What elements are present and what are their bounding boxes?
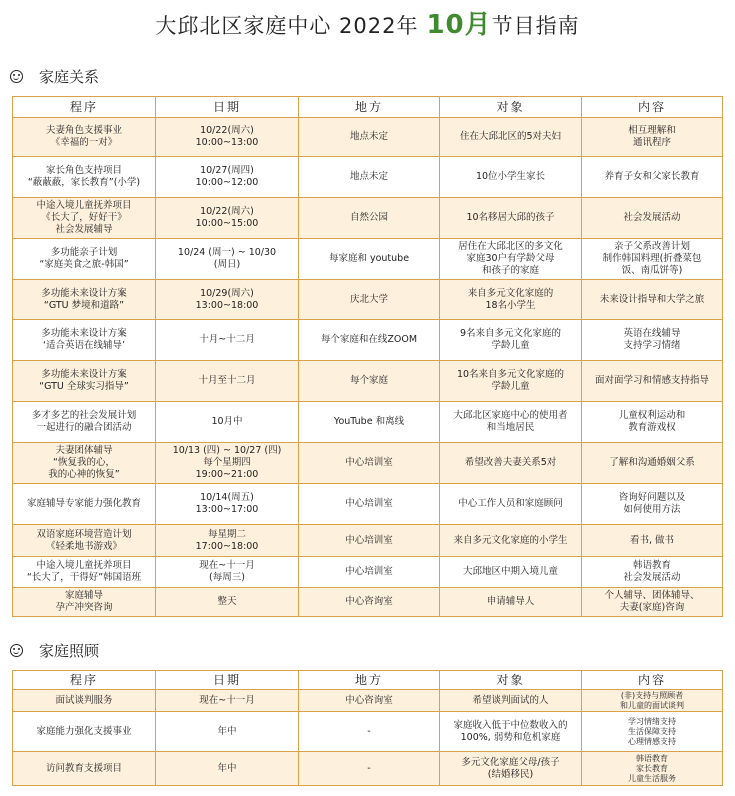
cell-program: 夫妻团体辅导 “恢复我的心， 我的心神的恢复” (13, 443, 156, 484)
table-row (13, 525, 723, 557)
cell-place: 庆北大学 (299, 280, 440, 320)
cell-date: 整天 (156, 588, 299, 617)
cell-program: 多功能亲子计划 “家庭美食之旅-韩国” (13, 239, 156, 280)
cell-program: 多功能未来设计方案 ‘适合英语在线辅导’ (13, 320, 156, 361)
cell-date: 现在~十一月 (每周三) (156, 557, 299, 588)
table-row (13, 239, 723, 280)
cell-date: 10/22(周六) 10:00~15:00 (156, 198, 299, 239)
cell-target: 大邱地区中期入境儿童 (440, 557, 582, 588)
cell-place: - (299, 712, 440, 752)
cell-date: 10/27(周四) 10:00~12:00 (156, 157, 299, 198)
cell-place: YouTube 和离线 (299, 402, 440, 443)
cell-content: 英语在线辅导 支持学习情绪 (582, 320, 723, 361)
cell-date: 10/22(周六) 10:00~13:00 (156, 118, 299, 157)
table-row (13, 402, 723, 443)
cell-program: 中途入境儿童抚养项目 《长大了，好好干》 社会发展辅导 (13, 198, 156, 239)
cell-date: 10/29(周六) 13:00~18:00 (156, 280, 299, 320)
cell-target: 家庭收入低于中位数收入的 100%, 弱势和危机家庭 (440, 712, 582, 752)
title-month: 10月 (426, 10, 492, 40)
section-title: 家庭照顾 (39, 642, 100, 660)
cell-content: 看书, 做书 (582, 525, 723, 557)
cell-place: 中心咨询室 (299, 588, 440, 617)
cell-content: 个人辅导、团体辅导、 夫妻(家庭)咨询 (582, 588, 723, 617)
table-row (13, 198, 723, 239)
cell-content: 社会发展活动 (582, 198, 723, 239)
column-header-place: 地方 (299, 97, 440, 118)
cell-program: 家庭辅导专家能力强化教育 (13, 484, 156, 525)
table-row (13, 157, 723, 198)
cell-program: 多功能未来设计方案 “GTU 梦境和道路” (13, 280, 156, 320)
table-row (13, 712, 723, 752)
cell-content: 面对面学习和情感支持指导 (582, 361, 723, 402)
column-header-content: 内容 (582, 97, 723, 118)
cell-place: 中心培训室 (299, 525, 440, 557)
cell-place: 中心培训室 (299, 443, 440, 484)
table-row (13, 320, 723, 361)
cell-content: 学习情绪支持 生活保障支持 心理情感支持 (582, 712, 723, 752)
cell-place: 每个家庭和在线ZOOM (299, 320, 440, 361)
title-prefix: 大邱北区家庭中心 2022年 (155, 14, 419, 38)
cell-date: 每星期二 17:00~18:00 (156, 525, 299, 557)
cell-place: 每家庭和 youtube (299, 239, 440, 280)
cell-program: 中途入境儿童抚养项目 “长大了，干得好”韩国语班 (13, 557, 156, 588)
cell-date: 年中 (156, 752, 299, 786)
cell-content: 亲子父系改善计划 制作韩国料理(折叠菜包 饭、南瓜饼等) (582, 239, 723, 280)
cell-place: 地点未定 (299, 157, 440, 198)
cell-target: 希望谈判面试的人 (440, 690, 582, 712)
column-header-content: 内容 (582, 671, 723, 690)
cell-content: 未来设计指导和大学之旅 (582, 280, 723, 320)
title-suffix: 节目指南 (491, 14, 580, 38)
cell-target: 10名来自多元文化家庭的 学龄儿童 (440, 361, 582, 402)
section-heading-family-relations (10, 66, 99, 87)
cell-target: 住在大邱北区的5对夫妇 (440, 118, 582, 157)
table-row (13, 588, 723, 617)
cell-date: 10/14(周五) 13:00~17:00 (156, 484, 299, 525)
cell-target: 来自多元文化家庭的 18名小学生 (440, 280, 582, 320)
cell-target: 申请辅导人 (440, 588, 582, 617)
cell-date: 10/13 (四) ~ 10/27 (四) 每个星期四 19:00~21:00 (156, 443, 299, 484)
cell-content: 了解和沟通婚姻父系 (582, 443, 723, 484)
family-care-table (12, 670, 723, 786)
table-row (13, 280, 723, 320)
cell-place: - (299, 752, 440, 786)
cell-target: 居住在大邱北区的多文化 家庭30户有学龄父母 和孩子的家庭 (440, 239, 582, 280)
cell-program: 访问教育支援项目 (13, 752, 156, 786)
cell-content: 韩语教育 家长教育 儿童生活服务 (582, 752, 723, 786)
column-header-target: 对象 (440, 671, 582, 690)
table-row (13, 118, 723, 157)
table-row (13, 557, 723, 588)
cell-program: 多才多艺的社会发展计划 一起进行的融合团活动 (13, 402, 156, 443)
table-row (13, 484, 723, 525)
section-title: 家庭关系 (39, 68, 100, 86)
cell-date: 10/24 (周一) ~ 10/30 (周日) (156, 239, 299, 280)
table-row (13, 752, 723, 786)
cell-place: 中心培训室 (299, 557, 440, 588)
cell-target: 中心工作人员和家庭顾问 (440, 484, 582, 525)
column-header-date: 日期 (156, 97, 299, 118)
cell-content: 相互理解和 通讯程序 (582, 118, 723, 157)
cell-place: 中心培训室 (299, 484, 440, 525)
cell-program: 家庭辅导 孕产冲突咨询 (13, 588, 156, 617)
cell-target: 希望改善夫妻关系5对 (440, 443, 582, 484)
table-row (13, 690, 723, 712)
cell-program: 多功能未来设计方案 “GTU 全球实习指导” (13, 361, 156, 402)
cell-date: 十月~十二月 (156, 320, 299, 361)
cell-target: 多元文化家庭父母/孩子 (结婚移民) (440, 752, 582, 786)
cell-content: 韩语教育 社会发展活动 (582, 557, 723, 588)
smiley-icon (10, 644, 23, 657)
cell-place: 每个家庭 (299, 361, 440, 402)
cell-date: 年中 (156, 712, 299, 752)
table-row (13, 361, 723, 402)
cell-content: 儿童权利运动和 教育游戏权 (582, 402, 723, 443)
column-header-program: 程序 (13, 671, 156, 690)
cell-program: 双语家庭环境营造计划 《轻柔地书游戏》 (13, 525, 156, 557)
smiley-icon (10, 70, 23, 83)
cell-place: 地点未定 (299, 118, 440, 157)
cell-target: 10位小学生家长 (440, 157, 582, 198)
cell-program: 家长角色支持项目 “蔽蔽蔽，家长教育”(小学) (13, 157, 156, 198)
cell-target: 来自多元文化家庭的小学生 (440, 525, 582, 557)
column-header-place: 地方 (299, 671, 440, 690)
column-header-target: 对象 (440, 97, 582, 118)
cell-program: 面试谈判服务 (13, 690, 156, 712)
cell-program: 夫妻角色支援事业 《幸福的一对》 (13, 118, 156, 157)
cell-target: 9名来自多元文化家庭的 学龄儿童 (440, 320, 582, 361)
cell-date: 现在~十一月 (156, 690, 299, 712)
cell-program: 家庭能力强化支援事业 (13, 712, 156, 752)
page-title (0, 4, 735, 41)
cell-target: 10名移居大邱的孩子 (440, 198, 582, 239)
cell-place: 自然公园 (299, 198, 440, 239)
cell-place: 中心咨询室 (299, 690, 440, 712)
cell-date: 十月至十二月 (156, 361, 299, 402)
cell-target: 大邱北区家庭中心的使用者 和当地居民 (440, 402, 582, 443)
cell-content: (非)支持与照顾者 和儿童的面试谈判 (582, 690, 723, 712)
table-row (13, 443, 723, 484)
section-heading-family-care (10, 640, 99, 661)
family-relations-table (12, 96, 723, 617)
cell-date: 10月中 (156, 402, 299, 443)
column-header-program: 程序 (13, 97, 156, 118)
cell-content: 养育子女和父家长教育 (582, 157, 723, 198)
cell-content: 咨询好问题以及 如何使用方法 (582, 484, 723, 525)
column-header-date: 日期 (156, 671, 299, 690)
